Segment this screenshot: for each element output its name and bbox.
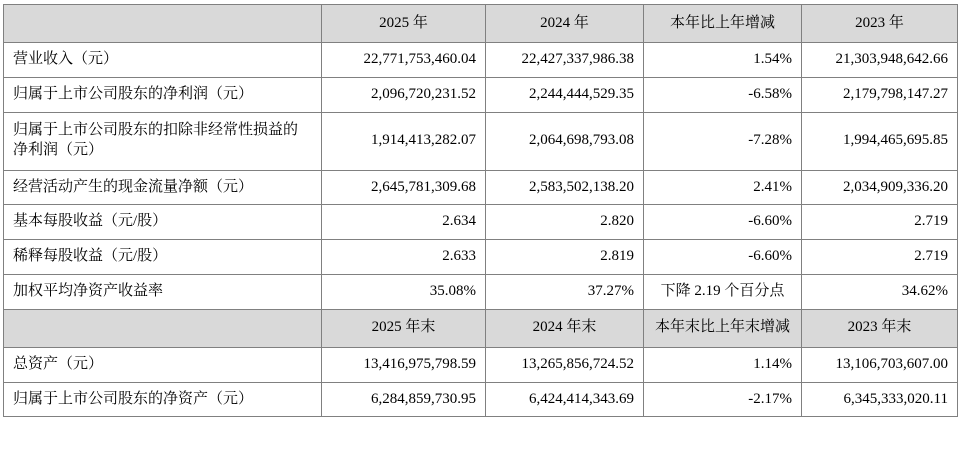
header-cell-2024: 2024 年 <box>486 5 644 43</box>
row-value-2023: 2,179,798,147.27 <box>802 77 958 112</box>
row-value-2024-end: 13,265,856,724.52 <box>486 347 644 382</box>
row-value-2023: 21,303,948,642.66 <box>802 43 958 78</box>
row-label: 加权平均净资产收益率 <box>4 274 322 309</box>
row-value-2025: 22,771,753,460.04 <box>322 43 486 78</box>
row-value-change-end: -2.17% <box>644 382 802 417</box>
row-value-2025: 2,096,720,231.52 <box>322 77 486 112</box>
row-value-change-end: 1.14% <box>644 347 802 382</box>
row-value-2025: 35.08% <box>322 274 486 309</box>
row-value-2025-end: 6,284,859,730.95 <box>322 382 486 417</box>
row-value-change: 2.41% <box>644 170 802 205</box>
row-value-2023-end: 6,345,333,020.11 <box>802 382 958 417</box>
row-label: 归属于上市公司股东的净资产（元） <box>4 382 322 417</box>
header-cell-change-end: 本年末比上年末增减 <box>644 309 802 347</box>
row-value-2025: 2.634 <box>322 205 486 240</box>
row-value-2023-end: 13,106,703,607.00 <box>802 347 958 382</box>
row-value-change: 下降 2.19 个百分点 <box>644 274 802 309</box>
row-value-2023: 2,034,909,336.20 <box>802 170 958 205</box>
table-header-row-annual <box>4 5 958 43</box>
header-blank-cell <box>4 5 322 43</box>
table-row <box>4 112 958 170</box>
row-value-2024: 2,583,502,138.20 <box>486 170 644 205</box>
row-value-2025: 2,645,781,309.68 <box>322 170 486 205</box>
row-value-2023: 2.719 <box>802 240 958 275</box>
row-value-change: -7.28% <box>644 112 802 170</box>
row-value-2024: 2,244,444,529.35 <box>486 77 644 112</box>
table-row <box>4 347 958 382</box>
row-value-2024: 2.820 <box>486 205 644 240</box>
row-value-2024-end: 6,424,414,343.69 <box>486 382 644 417</box>
table-row <box>4 77 958 112</box>
financial-summary-sheet <box>0 4 960 470</box>
row-value-2025: 2.633 <box>322 240 486 275</box>
row-value-2025: 1,914,413,282.07 <box>322 112 486 170</box>
table-row <box>4 240 958 275</box>
header-blank-cell-2 <box>4 309 322 347</box>
table-header-row-period-end <box>4 309 958 347</box>
header-cell-2023: 2023 年 <box>802 5 958 43</box>
table-row <box>4 274 958 309</box>
header-cell-2025-end: 2025 年末 <box>322 309 486 347</box>
row-label: 经营活动产生的现金流量净额（元） <box>4 170 322 205</box>
row-label: 总资产（元） <box>4 347 322 382</box>
row-value-change: -6.58% <box>644 77 802 112</box>
row-value-2023: 1,994,465,695.85 <box>802 112 958 170</box>
row-label: 营业收入（元） <box>4 43 322 78</box>
table-row <box>4 382 958 417</box>
table-row <box>4 205 958 240</box>
row-value-2024: 22,427,337,986.38 <box>486 43 644 78</box>
financial-summary-table <box>3 4 958 417</box>
row-label: 基本每股收益（元/股） <box>4 205 322 240</box>
row-value-2023: 34.62% <box>802 274 958 309</box>
header-cell-change: 本年比上年增减 <box>644 5 802 43</box>
header-cell-2023-end: 2023 年末 <box>802 309 958 347</box>
row-value-2023: 2.719 <box>802 205 958 240</box>
header-cell-2025: 2025 年 <box>322 5 486 43</box>
row-value-2024: 2.819 <box>486 240 644 275</box>
row-value-change: 1.54% <box>644 43 802 78</box>
row-value-change: -6.60% <box>644 205 802 240</box>
row-value-change: -6.60% <box>644 240 802 275</box>
row-value-2024: 37.27% <box>486 274 644 309</box>
row-label: 稀释每股收益（元/股） <box>4 240 322 275</box>
row-label: 归属于上市公司股东的扣除非经常性损益的净利润（元） <box>4 112 322 170</box>
row-value-2025-end: 13,416,975,798.59 <box>322 347 486 382</box>
table-row <box>4 170 958 205</box>
row-label: 归属于上市公司股东的净利润（元） <box>4 77 322 112</box>
row-value-2024: 2,064,698,793.08 <box>486 112 644 170</box>
header-cell-2024-end: 2024 年末 <box>486 309 644 347</box>
table-row <box>4 43 958 78</box>
